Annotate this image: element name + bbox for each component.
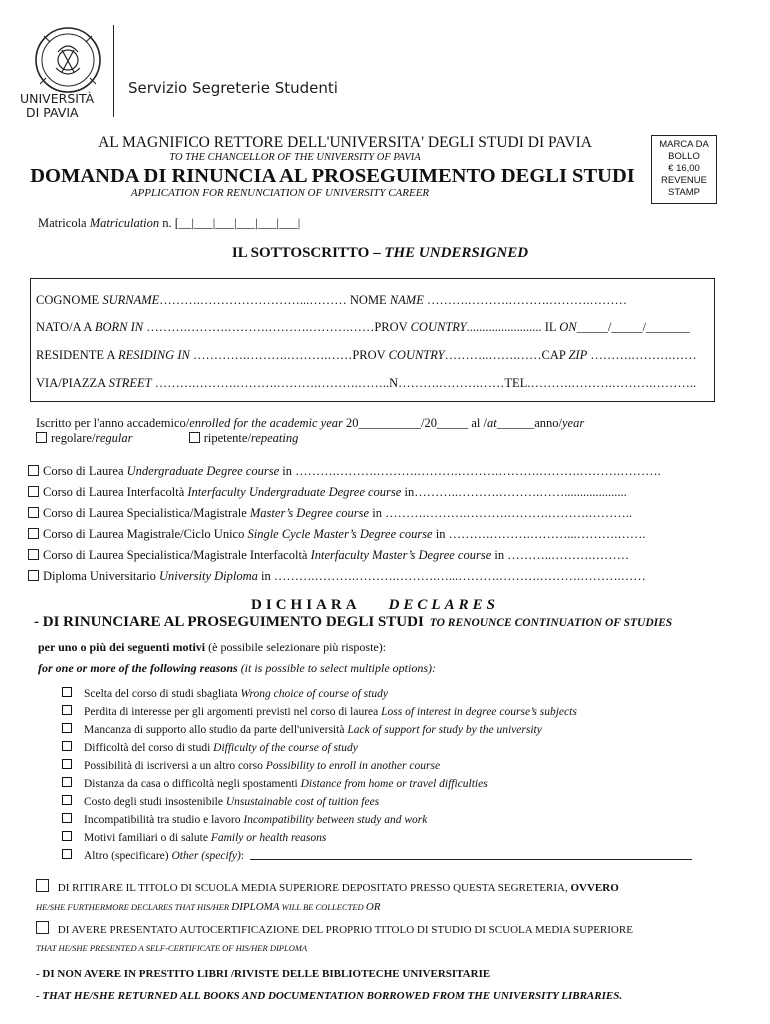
matriculation-field[interactable] (38, 216, 300, 231)
course-label-en: Interfaculty Master’s Degree course (310, 548, 492, 562)
course-label-en: Single Cycle Master’s Degree course (247, 527, 433, 541)
withdraw-en-end: WILL BE COLLECTED (279, 902, 366, 912)
reason-label: Motivi familiari o di salute (84, 832, 211, 844)
renounce-statement (34, 614, 672, 631)
reason-label: Incompatibilità tra studio e lavoro (84, 814, 244, 826)
reason-label-en: Other (specify) (171, 850, 241, 862)
residence-country-en: COUNTRY (388, 348, 445, 362)
selfcert-en: THAT HE/SHE PRESENTED A SELF-CERTIFICATE OF HIS/HER DIPLOMA (36, 943, 308, 953)
course-label-en: Undergraduate Degree course (126, 464, 280, 478)
selfcert-checkbox[interactable] (36, 921, 49, 934)
withdraw-it: DI RITIRARE IL TITOLO DI SCUOLA MEDIA SUPERIORE DEPOSITATO PRESSO QUESTA SEGRETERIA, (57, 882, 571, 894)
stamp-line-4: REVENUE (661, 175, 707, 186)
zip-label: ………..…….……CAP (444, 348, 569, 362)
addressee-en: TO THE CHANCELLOR OF THE UNIVERSITY OF PAVIA (169, 152, 421, 163)
reasons-intro-en-rest: (it is possible to select multiple options): (237, 661, 436, 675)
surname-name-row[interactable] (36, 293, 627, 308)
at-en: at (486, 416, 497, 430)
university-name-line2: DI PAVIA (26, 105, 79, 120)
withdraw-en-diploma: DIPLOMA (231, 901, 280, 913)
library-statement-en: - THAT HE/SHE RETURNED ALL BOOKS AND DOCUMENTATION BORROWED FROM THE UNIVERSITY LIBRARIES. (36, 990, 623, 1002)
enrollment-label-en: enrolled for the academic year (189, 416, 343, 430)
reason-checkbox[interactable] (62, 723, 72, 733)
reason-option[interactable] (62, 795, 379, 808)
course-option[interactable] (28, 527, 645, 542)
street-label-en: STREET (108, 376, 152, 390)
course-label: Corso di Laurea Interfacoltà (43, 485, 188, 499)
academic-year-field[interactable]: 20__________/20_____ al / (342, 416, 487, 430)
reason-label-en: Loss of interest in degree course’s subjects (381, 706, 577, 718)
reason-label: Possibilità di iscriversi a un altro corso (84, 760, 266, 772)
reason-option[interactable] (62, 759, 440, 772)
course-checkbox[interactable] (28, 528, 39, 539)
reasons-intro-it (38, 640, 386, 655)
withdraw-en-text: HE/SHE FURTHERMORE DECLARES THAT HIS/HER (36, 902, 232, 912)
reason-label-en: Difficulty of the course of study (213, 742, 358, 754)
repeating-label: ripetente/ (203, 431, 251, 445)
service-name: Servizio Segreterie Studenti (128, 79, 338, 97)
residence-dots[interactable]: ………….……….……….……PROV (189, 348, 389, 362)
course-checkbox[interactable] (28, 507, 39, 518)
course-checkbox[interactable] (28, 465, 39, 476)
course-label: Diploma Universitario (43, 569, 159, 583)
born-label: NATO/A A (36, 320, 95, 334)
reason-label: Mancanza di supporto allo studio da parte dell'università (84, 724, 348, 736)
declares-it: DICHIARA (251, 597, 361, 613)
course-dots[interactable]: in ……….……….………...……….……. (432, 527, 646, 541)
reason-label-en: Unsustainable cost of tuition fees (225, 796, 380, 808)
born-dots[interactable]: ……….……….……….……….……….……PROV (143, 320, 411, 334)
birth-date-label: ........................ IL (466, 320, 560, 334)
reason-label-en: Distance from home or travel difficulties (300, 778, 488, 790)
reason-option[interactable] (62, 705, 577, 718)
matriculation-boxes[interactable]: n. [__|___|___|___|___|___| (159, 216, 301, 230)
reason-label: Costo degli studi insostenibile (84, 796, 226, 808)
regular-checkbox[interactable] (36, 432, 47, 443)
reason-checkbox[interactable] (62, 687, 72, 697)
reason-label: Scelta del corso di studi sbagliata (84, 688, 241, 700)
name-dots[interactable]: ……….……….……….……….……… (423, 293, 627, 307)
course-checkbox[interactable] (28, 570, 39, 581)
reason-label: Altro (specificare) (84, 850, 172, 862)
regular-label-en: regular (95, 431, 133, 445)
course-dots[interactable]: in ……….……….……….……….……….……….. (369, 506, 632, 520)
course-dots[interactable]: in ……….……….……….……….……….……….……….……….………. (279, 464, 661, 478)
reason-label-en: Possibility to enroll in another course (265, 760, 441, 772)
course-label: Corso di Laurea Specialistica/Magistrale (43, 506, 250, 520)
revenue-stamp-box (651, 135, 717, 204)
reason-checkbox[interactable] (62, 831, 72, 841)
course-label-en: University Diploma (158, 569, 258, 583)
reason-checkbox[interactable] (62, 849, 72, 859)
residence-label: RESIDENTE A (36, 348, 118, 362)
addressee: AL MAGNIFICO RETTORE DELL'UNIVERSITA' DEGLI STUDI DI PAVIA (98, 134, 592, 151)
declares-en: DECLARES (388, 597, 499, 613)
renounce-en: TO RENOUNCE CONTINUATION OF STUDIES (429, 617, 673, 629)
course-dots[interactable]: in………..……….……….…….................... (401, 485, 627, 499)
reasons-intro-en (38, 661, 436, 676)
reason-checkbox[interactable] (62, 759, 72, 769)
course-checkbox[interactable] (28, 549, 39, 560)
birth-date-field[interactable]: _____/_____/_______ (576, 320, 690, 334)
course-option[interactable] (28, 464, 661, 479)
course-option[interactable] (28, 548, 629, 563)
reason-label: Distanza da casa o difficoltà negli spostamenti (84, 778, 301, 790)
renounce-it: - DI RINUNCIARE AL PROSEGUIMENTO DEGLI STUDI (34, 614, 424, 630)
repeating-label-en: repeating (250, 431, 299, 445)
surname-dots[interactable]: ……….……………………...……… NOME (159, 293, 390, 307)
reason-label-en: Family or health reasons (210, 832, 327, 844)
zip-label-en: ZIP (568, 348, 588, 362)
reasons-intro-en-bold: for one or more of the following reasons (38, 661, 238, 675)
withdraw-en (36, 901, 380, 913)
street-label: VIA/PIAZZA (36, 376, 109, 390)
reasons-intro-it-bold: per uno o più dei seguenti motivi (38, 640, 206, 654)
name-label-en: NAME (389, 293, 424, 307)
stamp-line-5: STAMP (667, 187, 701, 198)
reason-checkbox[interactable] (62, 813, 72, 823)
header-divider (113, 25, 114, 117)
birth-date-en: ON (559, 320, 577, 334)
stamp-line-3: € 16,00 (668, 163, 700, 174)
withdraw-en-or: OR (365, 901, 381, 913)
residence-row[interactable] (36, 348, 697, 363)
reason-label-en: Lack of support for study by the university (347, 724, 542, 736)
reasons-intro-it-rest: (è possibile selezionare più risposte): (205, 640, 387, 654)
reason-label: Perdita di interesse per gli argomenti previsti nel corso di laurea (84, 706, 382, 718)
withdraw-or: OVVERO (570, 882, 619, 894)
university-name (20, 92, 94, 120)
stamp-line-1: MARCA DA (659, 139, 709, 150)
residence-label-en: RESIDING IN (117, 348, 190, 362)
other-specify-input[interactable] (250, 849, 692, 860)
reason-option[interactable] (62, 687, 388, 700)
course-label-en: Master’s Degree course (249, 506, 370, 520)
reason-option[interactable] (62, 831, 326, 844)
matriculation-label-en: Matriculation (89, 216, 160, 230)
university-name-line1: UNIVERSITÀ (20, 91, 95, 106)
stamp-line-2: BOLLO (668, 151, 700, 162)
year-field[interactable]: ______anno/ (496, 416, 562, 430)
birth-country-en: COUNTRY (410, 320, 467, 334)
born-label-en: BORN IN (94, 320, 144, 334)
reason-checkbox[interactable] (62, 777, 72, 787)
reason-checkbox[interactable] (62, 705, 72, 715)
selfcert-it: DI AVERE PRESENTATO AUTOCERTIFICAZIONE DEL PROPRIO TITOLO DI STUDIO DI SCUOLA MEDIA SUPERIORE (57, 924, 633, 936)
course-option[interactable] (28, 569, 646, 584)
course-dots[interactable]: in ………..……….……… (491, 548, 630, 562)
regular-label: regolare/ (51, 431, 96, 445)
matriculation-label: Matricola (38, 216, 90, 230)
undersigned-en: THE UNDERSIGNED (384, 245, 529, 261)
zip-dots[interactable]: ……….……….…… (587, 348, 697, 362)
withdraw-diploma-option[interactable] (36, 879, 619, 894)
undersigned-it: IL SOTTOSCRITTO – (231, 245, 385, 261)
withdraw-checkbox[interactable] (36, 879, 49, 892)
year-en: year (562, 416, 585, 430)
course-checkbox[interactable] (28, 486, 39, 497)
birth-row[interactable] (36, 320, 690, 335)
reason-checkbox[interactable] (62, 741, 72, 751)
enrollment-label: Iscritto per l'anno accademico/ (36, 416, 190, 430)
reason-option[interactable] (62, 813, 427, 826)
reason-option[interactable] (62, 741, 358, 754)
selfcert-option[interactable] (36, 921, 633, 936)
course-label: Corso di Laurea (43, 464, 127, 478)
enrollment-year[interactable] (36, 416, 584, 431)
page-title: DOMANDA DI RINUNCIA AL PROSEGUIMENTO DEGLI STUDI (30, 165, 635, 187)
enrollment-status (36, 431, 298, 446)
course-label: Corso di Laurea Specialistica/Magistrale Interfacoltà (43, 548, 311, 562)
street-row[interactable] (36, 376, 696, 391)
reason-colon: : (240, 850, 244, 862)
declares-heading (0, 597, 750, 614)
reason-option-other[interactable] (62, 849, 692, 862)
reason-label-en: Incompatibility between study and work (243, 814, 428, 826)
reason-label-en: Wrong choice of course of study (240, 688, 388, 700)
reason-option[interactable] (62, 723, 542, 736)
course-option[interactable] (28, 506, 632, 521)
undersigned-heading (0, 245, 760, 262)
page-title-en: APPLICATION FOR RENUNCIATION OF UNIVERSITY CAREER (130, 187, 430, 199)
course-label-en: Interfaculty Undergraduate Degree course (187, 485, 402, 499)
repeating-checkbox[interactable] (189, 432, 200, 443)
reason-checkbox[interactable] (62, 795, 72, 805)
surname-label-en: SURNAME (102, 293, 160, 307)
reason-label: Difficoltà del corso di studi (84, 742, 214, 754)
course-option[interactable] (28, 485, 627, 500)
street-dots[interactable]: ……….……….……….……….……….……..N……….……….……TEL.……….……….……….……….. (151, 376, 697, 390)
library-statement-it: - DI NON AVERE IN PRESTITO LIBRI /RIVISTE DELLE BIBLIOTECHE UNIVERSITARIE (36, 968, 491, 980)
course-dots[interactable]: in ……….……….……….……….…...……….……….……….……….…… (257, 569, 646, 583)
course-label: Corso di Laurea Magistrale/Ciclo Unico (43, 527, 248, 541)
surname-label: COGNOME (36, 293, 103, 307)
reason-option[interactable] (62, 777, 488, 790)
